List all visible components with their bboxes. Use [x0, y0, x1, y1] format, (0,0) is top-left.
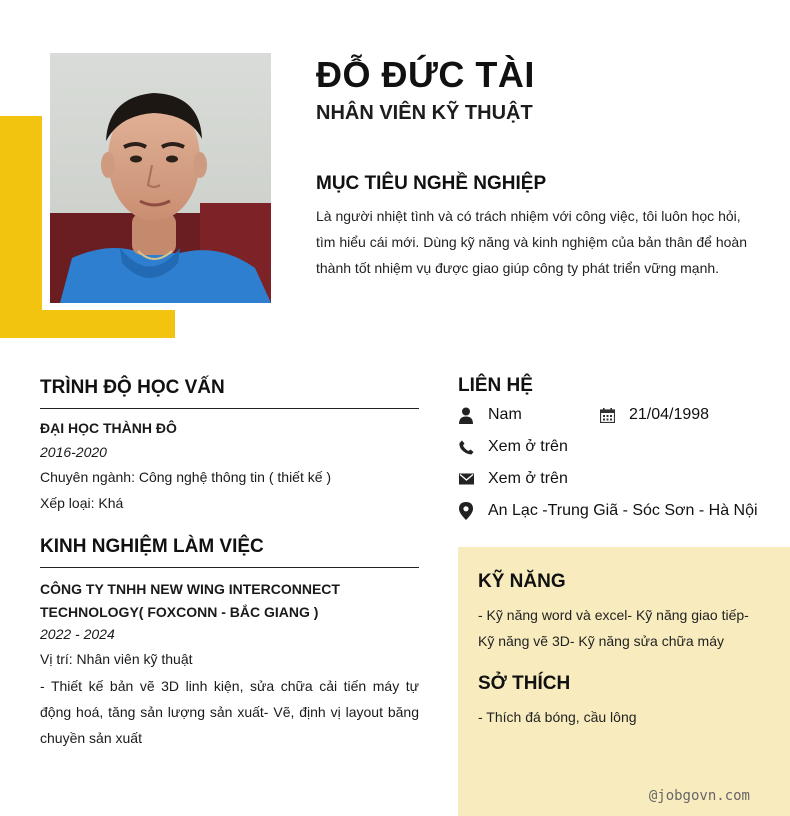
contact-birthdate	[599, 406, 709, 424]
experience-role: Vị trí: Nhân viên kỹ thuật	[40, 651, 193, 667]
skills-heading: KỸ NĂNG	[478, 571, 566, 592]
experience-heading: KINH NGHIỆM LÀM VIỆC	[40, 536, 264, 557]
education-rank: Xếp loại: Khá	[40, 495, 124, 511]
hobbies-heading: SỞ THÍCH	[478, 673, 571, 694]
skills-text: - Kỹ năng word và excel- Kỹ năng giao tiếp- Kỹ năng vẽ 3D- Kỹ năng sửa chữa máy	[478, 607, 749, 649]
candidate-name: ĐỖ ĐỨC TÀI	[316, 54, 535, 95]
profile-photo-illustration	[50, 53, 271, 303]
contact-gender-value: Nam	[488, 406, 522, 423]
objective-heading: MỤC TIÊU NGHỀ NGHIỆP	[316, 173, 547, 194]
contact-email-value: Xem ở trên	[488, 470, 568, 487]
candidate-position: NHÂN VIÊN KỸ THUẬT	[316, 102, 533, 124]
mail-icon	[458, 470, 474, 488]
contact-gender	[458, 406, 522, 424]
skills-hobbies-panel	[458, 547, 790, 816]
experience-divider	[40, 567, 419, 568]
education-school: ĐẠI HỌC THÀNH ĐÔ	[40, 420, 177, 436]
education-years: 2016-2020	[40, 444, 107, 460]
experience-company: CÔNG TY TNHH NEW WING INTERCONNECT TECHNOLOGY( FOXCONN - BẮC GIANG )	[40, 581, 340, 620]
person-icon	[458, 406, 474, 424]
contact-email	[458, 470, 568, 488]
education-heading: TRÌNH ĐỘ HỌC VẤN	[40, 377, 225, 398]
profile-photo	[50, 53, 271, 303]
contact-phone-value: Xem ở trên	[488, 438, 568, 455]
accent-bar-horizontal	[0, 310, 175, 338]
contact-address	[458, 502, 758, 520]
experience-description: - Thiết kế bản vẽ 3D linh kiện, sửa chữa cải tiến máy tự động hoá, tăng sản lượng sản xuất- Vẽ, định vị layout băng chuyền sản xuất	[40, 678, 419, 746]
contact-heading: LIÊN HỆ	[458, 375, 533, 396]
experience-years: 2022 - 2024	[40, 626, 115, 642]
calendar-icon	[599, 406, 615, 424]
objective-text: Là người nhiệt tình và có trách nhiệm với công việc, tôi luôn học hỏi, tìm hiểu cái mới. Dùng kỹ năng và kinh nghiệm của bản thân để hoàn thành tốt nhiệm vụ được giao giúp công ty phát triển vững mạnh.	[316, 208, 747, 276]
contact-birthdate-value: 21/04/1998	[629, 406, 710, 423]
phone-icon	[458, 438, 474, 456]
location-pin-icon	[458, 502, 474, 520]
hobbies-text: - Thích đá bóng, cầu lông	[478, 709, 637, 725]
education-major: Chuyên ngành: Công nghệ thông tin ( thiết kế )	[40, 469, 332, 485]
contact-address-value: An Lạc -Trung Giã - Sóc Sơn - Hà Nội	[488, 502, 758, 519]
watermark: @jobgovn.com	[648, 788, 750, 804]
contact-phone	[458, 438, 568, 456]
accent-bar-vertical	[0, 116, 42, 338]
education-divider	[40, 408, 419, 409]
